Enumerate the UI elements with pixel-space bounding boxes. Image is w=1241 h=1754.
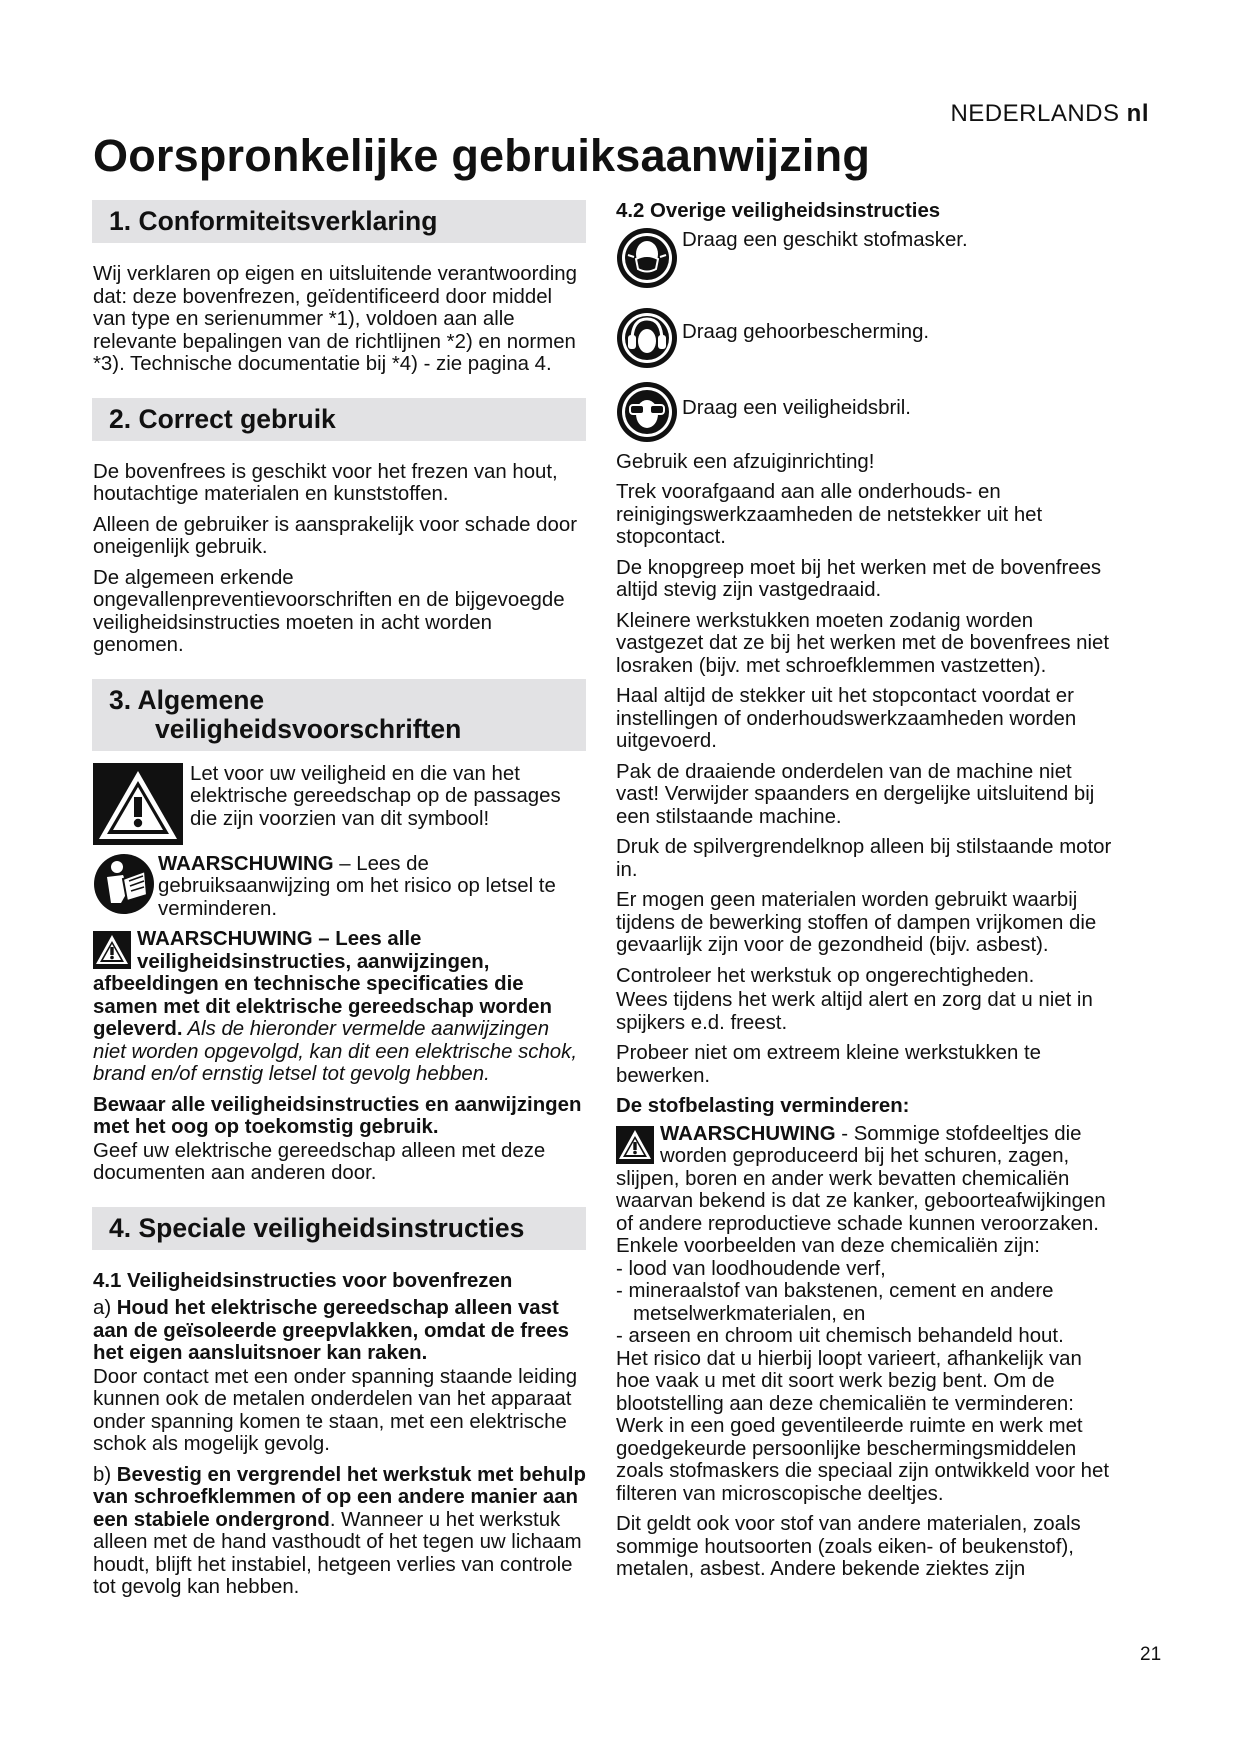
read-manual-warning: [93, 853, 586, 921]
section-2-p2: Alleen de gebruiker is aansprakelijk voor schade door oneigenlijk gebruik.: [93, 513, 577, 558]
pass-on-text: Geef uw elektrische gereedschap alleen met deze documenten aan anderen door.: [93, 1139, 546, 1184]
right-p6: Pak de draaiende onderdelen van de machine niet vast! Verwijder spaanders en dergelijke uitsluitend bij een stilstaande machine.: [616, 760, 1095, 828]
warning-triangle-dust-icon: [616, 1126, 654, 1164]
right-column: [616, 200, 1116, 1589]
dust-mask-text: Draag een geschikt stofmasker.: [682, 228, 968, 251]
dust-heading: De stofbelasting verminderen:: [616, 1095, 910, 1117]
general-warning-paragraph: [93, 928, 586, 1086]
language-code: nl: [1126, 100, 1149, 127]
keep-instructions: Bewaar alle veiligheidsinstructies en aanwijzingen met het oog op toekomstig gebruik.: [93, 1093, 582, 1138]
read-manual-icon: [93, 853, 155, 915]
section-4-2-heading: 4.2 Overige veiligheidsinstructies: [616, 200, 941, 222]
right-p1: Gebruik een afzuiginrichting!: [616, 450, 875, 473]
dust-warning: [616, 1123, 1116, 1258]
page-number: 21: [1140, 1644, 1162, 1665]
dust-mask-icon: [616, 227, 678, 289]
safety-symbol-text: Let voor uw veiligheid en die van het elektrische gereedschap op de passages die zijn voorzien van dit symbool!: [190, 762, 561, 830]
page-title: Oorspronkelijke gebruiksaanwijzing: [93, 130, 871, 181]
section-1-heading: 1. Conformiteitsverklaring: [92, 200, 586, 243]
other-materials-paragraph: Dit geldt ook voor stof van andere materialen, zoals sommige houtsoorten (zoals eiken- of beukenstof), metalen, asbest. Andere bekende ziektes zijn: [616, 1513, 1081, 1580]
dust-warning-text: - Sommige stofdeeltjes die worden geproduceerd bij het schuren, zagen, slijpen, boren en ander werk bevatten chemicaliën waarvan bekend is dat ze kanker, geboorteafwijkingen of andere reproductieve schade kunnen veroorzaken. Enkele voorbeelden van deze chemicaliën zijn:: [616, 1122, 1106, 1257]
right-p2: Trek voorafgaand aan alle onderhouds- en reinigingswerkzaamheden de netstekker uit het stopcontact.: [616, 481, 1043, 548]
instruction-a-bold: Houd het elektrische gereedschap alleen vast aan de geïsoleerde greepvlakken, omdat de frees het eigen aansluitsnoer kan raken.: [93, 1297, 569, 1364]
instruction-b-text: . Wanneer u het werkstuk alleen met de hand vasthoudt of het tegen uw lichaam houdt, blijft het instabiel, hetgeen verlies van controle tot gevolg kan hebben.: [93, 1508, 582, 1598]
language-label: [950, 100, 1149, 128]
section-4-heading: 4. Speciale veiligheidsinstructies: [92, 1207, 586, 1250]
chem-list-3: - arseen en chroom uit chemisch behandeld hout.: [616, 1325, 1064, 1347]
right-p10: Wees tijdens het werk altijd alert en zorg dat u niet in spijkers e.d. freest.: [616, 989, 1093, 1034]
instruction-a-prefix: a): [93, 1297, 117, 1319]
instruction-b-prefix: b): [93, 1463, 117, 1486]
dust-warning-label: WAARSCHUWING: [660, 1122, 836, 1145]
hearing-protection-instruction: [616, 307, 1116, 369]
general-warning-italic: Als de hieronder vermelde aanwijzingen niet worden opgevolgd, kan dit een elektrische schok, brand en/of ernstig letsel tot gevolg hebben.: [93, 1018, 578, 1085]
warning-triangle-icon: [93, 763, 183, 845]
instruction-b: [93, 1464, 586, 1599]
left-column: [93, 200, 586, 1607]
safety-glasses-icon: [616, 381, 678, 443]
hearing-protection-icon: [616, 307, 678, 369]
general-warning-bold: WAARSCHUWING – Lees alle veiligheidsinstructies, aanwijzingen, afbeeldingen en technische specificaties die samen met dit elektrische gereedschap worden geleverd.: [93, 928, 552, 1040]
chem-list-1: - lood van loodhoudende verf,: [616, 1257, 886, 1280]
section-3-heading-line2: veiligheidsvoorschriften: [155, 713, 462, 744]
safety-symbol-note: [93, 763, 586, 845]
section-2-heading: 2. Correct gebruik: [92, 398, 586, 441]
right-p5: Haal altijd de stekker uit het stopcontact voordat er instellingen of onderhoudswerkzaamheden worden uitgevoerd.: [616, 685, 1077, 752]
chem-list-2b: metselwerkmaterialen, en: [633, 1302, 866, 1325]
language-word: NEDERLANDS: [950, 100, 1120, 127]
right-p8: Er mogen geen materialen worden gebruikt waarbij tijdens de bewerking stoffen of dampen vrijkomen die gevaarlijk zijn voor de gezondheid (bijv. asbest).: [616, 889, 1097, 956]
read-manual-warning-text: – Lees de gebruiksaanwijzing om het risico op letsel te verminderen.: [158, 852, 556, 920]
section-2-p1: De bovenfrees is geschikt voor het frezen van hout, houtachtige materialen en kunststoffen.: [93, 460, 558, 505]
instruction-a: [93, 1297, 586, 1365]
right-p11: Probeer niet om extreem kleine werkstukken te bewerken.: [616, 1042, 1041, 1087]
warning-triangle-small-icon: [93, 931, 131, 969]
section-2-p3: De algemeen erkende ongevallenpreventievoorschriften en de bijgevoegde veiligheidsinstructies moeten in acht worden genomen.: [93, 566, 565, 656]
right-p4: Kleinere werkstukken moeten zodanig worden vastgezet dat ze bij het werken met de bovenfrees niet losraken (bijv. met schroefklemmen vastzetten).: [616, 609, 1110, 677]
section-3-heading: [92, 679, 586, 751]
section-4-1-heading: 4.1 Veiligheidsinstructies voor bovenfrezen: [93, 1269, 513, 1292]
read-manual-text: [158, 853, 586, 921]
chem-list-2a: - mineraalstof van bakstenen, cement en andere: [616, 1280, 1054, 1302]
risk-paragraph: Het risico dat u hierbij loopt varieert, afhankelijk van hoe vaak u met dit soort werk bezig bent. Om de blootstelling aan deze chemicaliën te verminderen: Werk in een goed geventileerde ruimte en werk met goedgekeurde persoonlijke beschermingsmiddelen zoals stofmaskers die speciaal zijn ontwikkeld voor het filteren van microscopische deeltjes.: [616, 1347, 1109, 1505]
instruction-b-bold: Bevestig en vergrendel het werkstuk met behulp van schroefklemmen of op een andere manier aan een stabiele ondergrond: [93, 1463, 586, 1531]
read-manual-warning-label: WAARSCHUWING: [158, 852, 334, 875]
hearing-protection-text: Draag gehoorbescherming.: [682, 320, 930, 343]
safety-glasses-instruction: [616, 381, 1116, 443]
right-p7: Druk de spilvergrendelknop alleen bij stilstaande motor in.: [616, 836, 1112, 881]
right-p3: De knopgreep moet bij het werken met de bovenfrees altijd stevig zijn vastgedraaid.: [616, 556, 1102, 601]
dust-mask-instruction: [616, 227, 1116, 289]
instruction-a-text: Door contact met een onder spanning staande leiding kunnen ook de metalen onderdelen van het apparaat onder spanning komen te staan, met een elektrische schok als mogelijk gevolg.: [93, 1365, 578, 1455]
section-1-text: Wij verklaren op eigen en uitsluitende verantwoording dat: deze bovenfrezen, geïdentificeerd door middel van type en serienummer *1), voldoen aan alle relevante bepalingen van de richtlijnen *2) en normen *3). Technische documentatie bij *4) - zie pagina 4.: [93, 263, 577, 375]
right-p9: Controleer het werkstuk op ongerechtigheden.: [616, 964, 1035, 987]
safety-glasses-text: Draag een veiligheidsbril.: [682, 396, 911, 419]
section-3-heading-line1: 3. Algemene: [109, 684, 265, 715]
